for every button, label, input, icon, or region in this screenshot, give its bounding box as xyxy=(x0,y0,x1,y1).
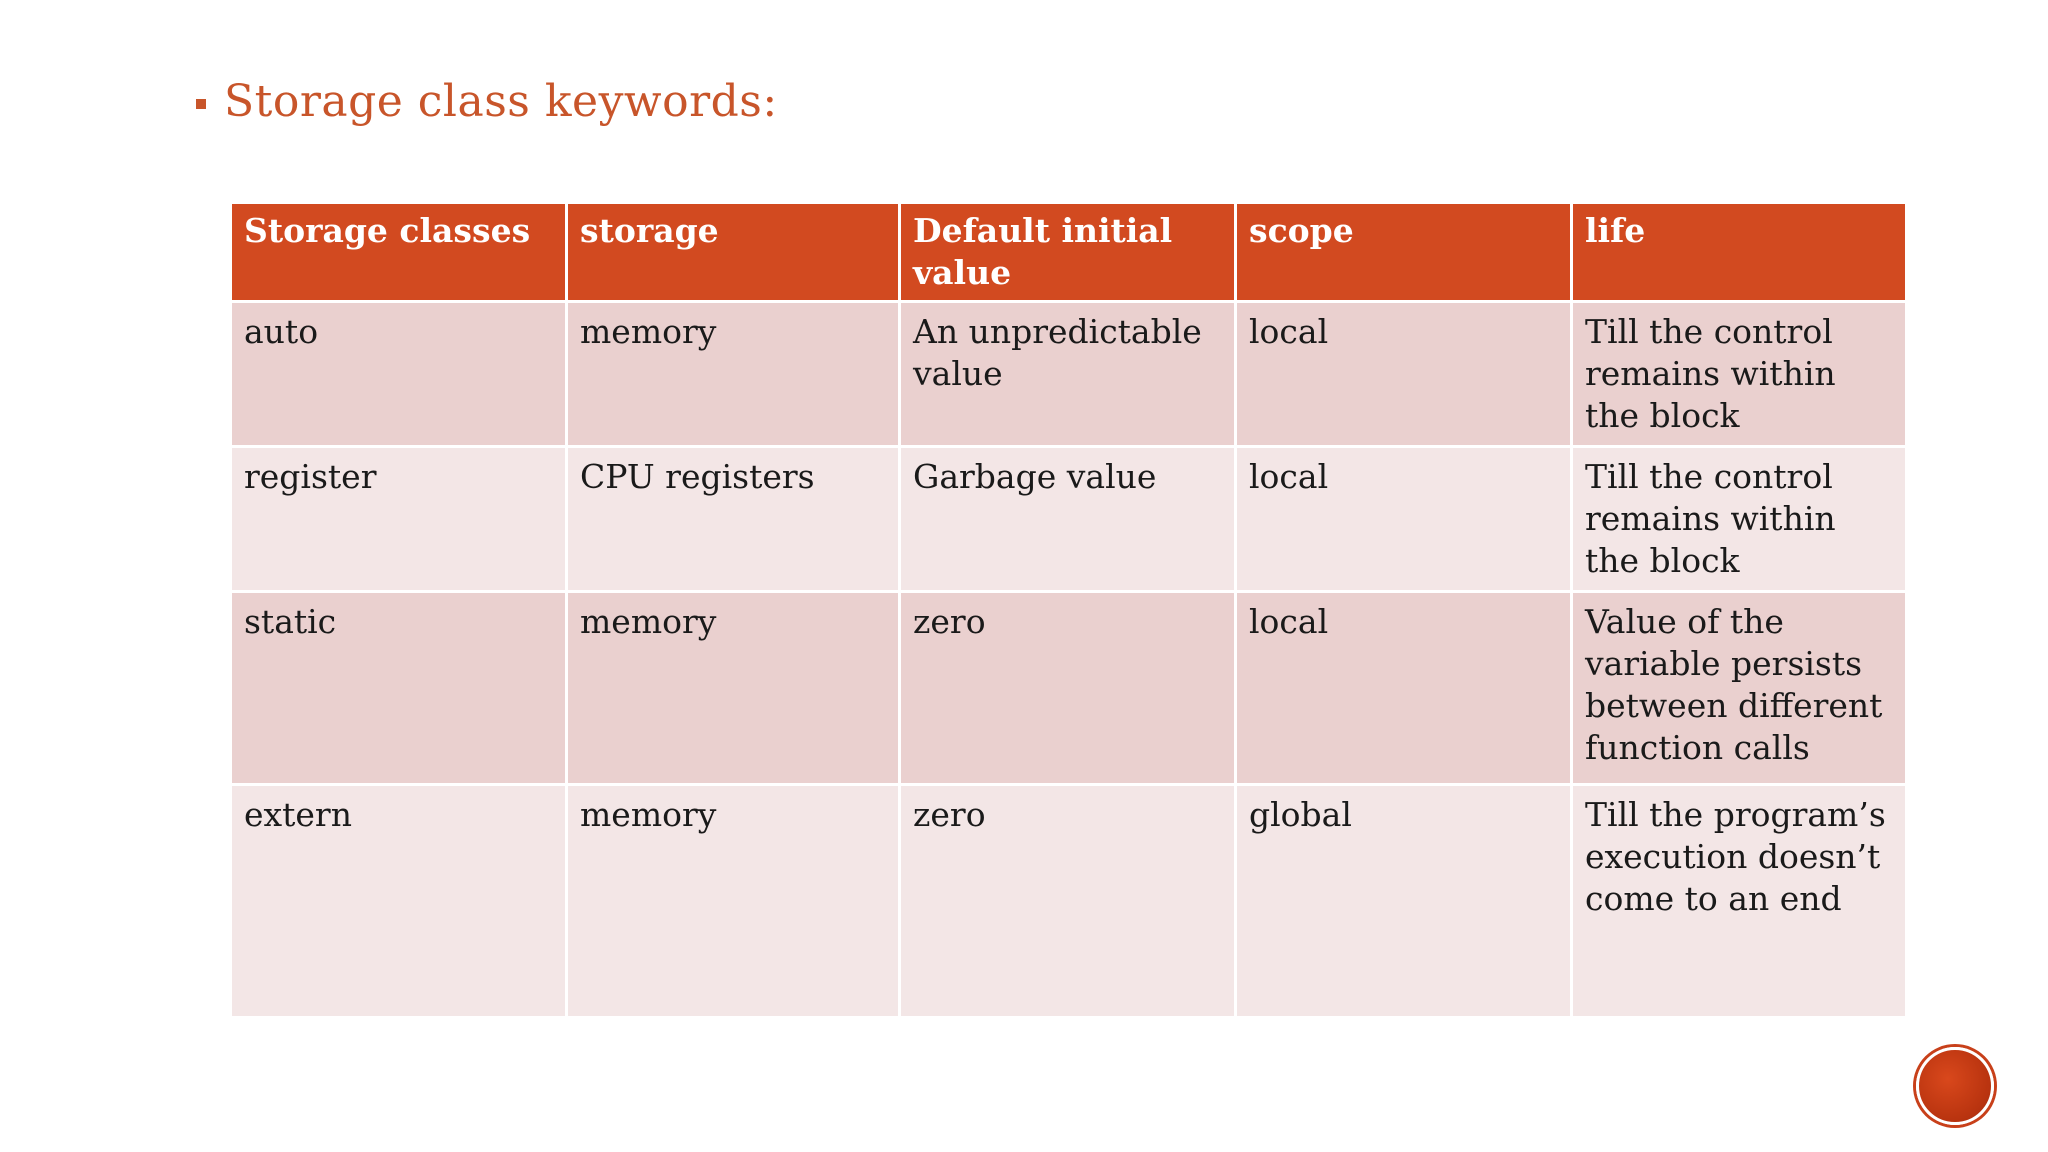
table-cell: Value of the variable persists between different function calls xyxy=(1572,592,1907,785)
table-row xyxy=(231,302,1907,447)
header-life: life xyxy=(1572,203,1907,302)
storage-class-table xyxy=(229,201,1908,1019)
heading-bullet-line xyxy=(196,76,778,127)
table-cell: local xyxy=(1236,447,1572,592)
table-cell: memory xyxy=(567,302,900,447)
table-row xyxy=(231,785,1907,1018)
slide-nav-circle-icon[interactable] xyxy=(1916,1047,1994,1125)
square-bullet-icon xyxy=(196,99,206,109)
table-cell: static xyxy=(231,592,567,785)
table-cell: auto xyxy=(231,302,567,447)
header-storage-classes: Storage classes xyxy=(231,203,567,302)
table-cell: global xyxy=(1236,785,1572,1018)
table-cell: memory xyxy=(567,785,900,1018)
storage-class-table-wrap xyxy=(229,201,1905,1019)
table-cell: memory xyxy=(567,592,900,785)
table-cell: zero xyxy=(900,785,1236,1018)
table-cell: register xyxy=(231,447,567,592)
table-header-row xyxy=(231,203,1907,302)
table-cell: extern xyxy=(231,785,567,1018)
table-cell: Till the program’s execution doesn’t come to an end xyxy=(1572,785,1907,1018)
header-storage: storage xyxy=(567,203,900,302)
table-cell: An unpredictable value xyxy=(900,302,1236,447)
table-cell: Till the control remains within the block xyxy=(1572,302,1907,447)
table-cell: CPU registers xyxy=(567,447,900,592)
table-cell: Till the control remains within the block xyxy=(1572,447,1907,592)
table-cell: local xyxy=(1236,592,1572,785)
table-cell: zero xyxy=(900,592,1236,785)
header-scope: scope xyxy=(1236,203,1572,302)
table-row xyxy=(231,592,1907,785)
slide-heading: Storage class keywords: xyxy=(224,76,778,127)
header-default-initial-value: Default initial value xyxy=(900,203,1236,302)
table-cell: Garbage value xyxy=(900,447,1236,592)
table-cell: local xyxy=(1236,302,1572,447)
table-row xyxy=(231,447,1907,592)
